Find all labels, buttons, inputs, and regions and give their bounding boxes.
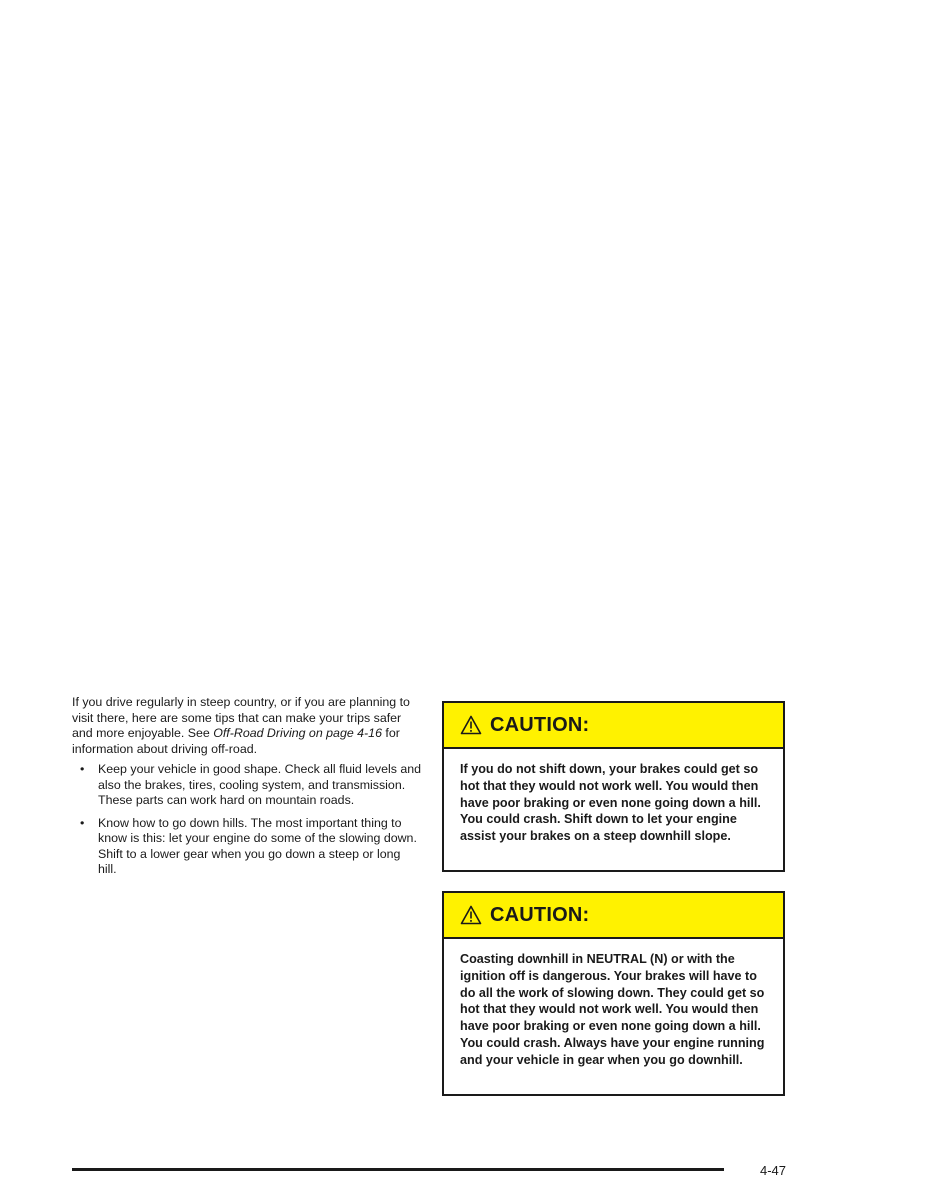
- intro-text: If you drive regularly in steep country, or if you are planning to visit there, here are some tips that can make your trips safer and more enjoyable. See: [72, 695, 410, 740]
- caution-title: CAUTION:: [490, 713, 590, 736]
- page-number: 4-47: [760, 1163, 787, 1178]
- caution-box-neutral-coasting: [442, 891, 785, 1096]
- caution-text: If you do not shift down, your brakes could get so hot that they would not work well. You would then have poor braking or even none going down a hill. You could crash. Shift down to let your engine assist your brakes on a steep downhill slope.: [460, 762, 761, 844]
- list-item-text: Keep your vehicle in good shape. Check all fluid levels and also the brakes, tires, cooling system, and transmission. These parts can work hard on mountain roads.: [98, 762, 422, 807]
- main-text-column: [72, 695, 422, 885]
- tips-list: [72, 762, 422, 878]
- list-item: [72, 816, 422, 878]
- caution-text: Coasting downhill in NEUTRAL (N) or with the ignition off is dangerous. Your brakes will have to do all the work of slowing down. They could get so hot that they would not work well. You would then have poor braking or even none going down a hill. You could crash. Always have your engine running and your vehicle in gear when you go downhill.: [460, 952, 765, 1067]
- intro-paragraph: [72, 695, 422, 757]
- intro-text-end: for information about driving off-road.: [72, 726, 400, 756]
- list-item-text: Know how to go down hills. The most important thing to know is this: let your engine do some of the slowing down. Shift to a lower gear when you go down a steep or long hill.: [98, 815, 417, 876]
- bullet-icon: •: [80, 762, 85, 776]
- cross-reference-link[interactable]: Off-Road Driving on page 4-16: [213, 726, 382, 740]
- list-item: [72, 762, 422, 809]
- caution-header: [444, 893, 783, 939]
- caution-header: [444, 703, 783, 749]
- footer-divider: [72, 1168, 724, 1171]
- warning-triangle-icon: [460, 715, 482, 735]
- bullet-icon: •: [80, 815, 85, 830]
- caution-box-shift-down: [442, 701, 785, 872]
- caution-title: CAUTION:: [490, 903, 590, 926]
- warning-triangle-icon: [460, 905, 482, 925]
